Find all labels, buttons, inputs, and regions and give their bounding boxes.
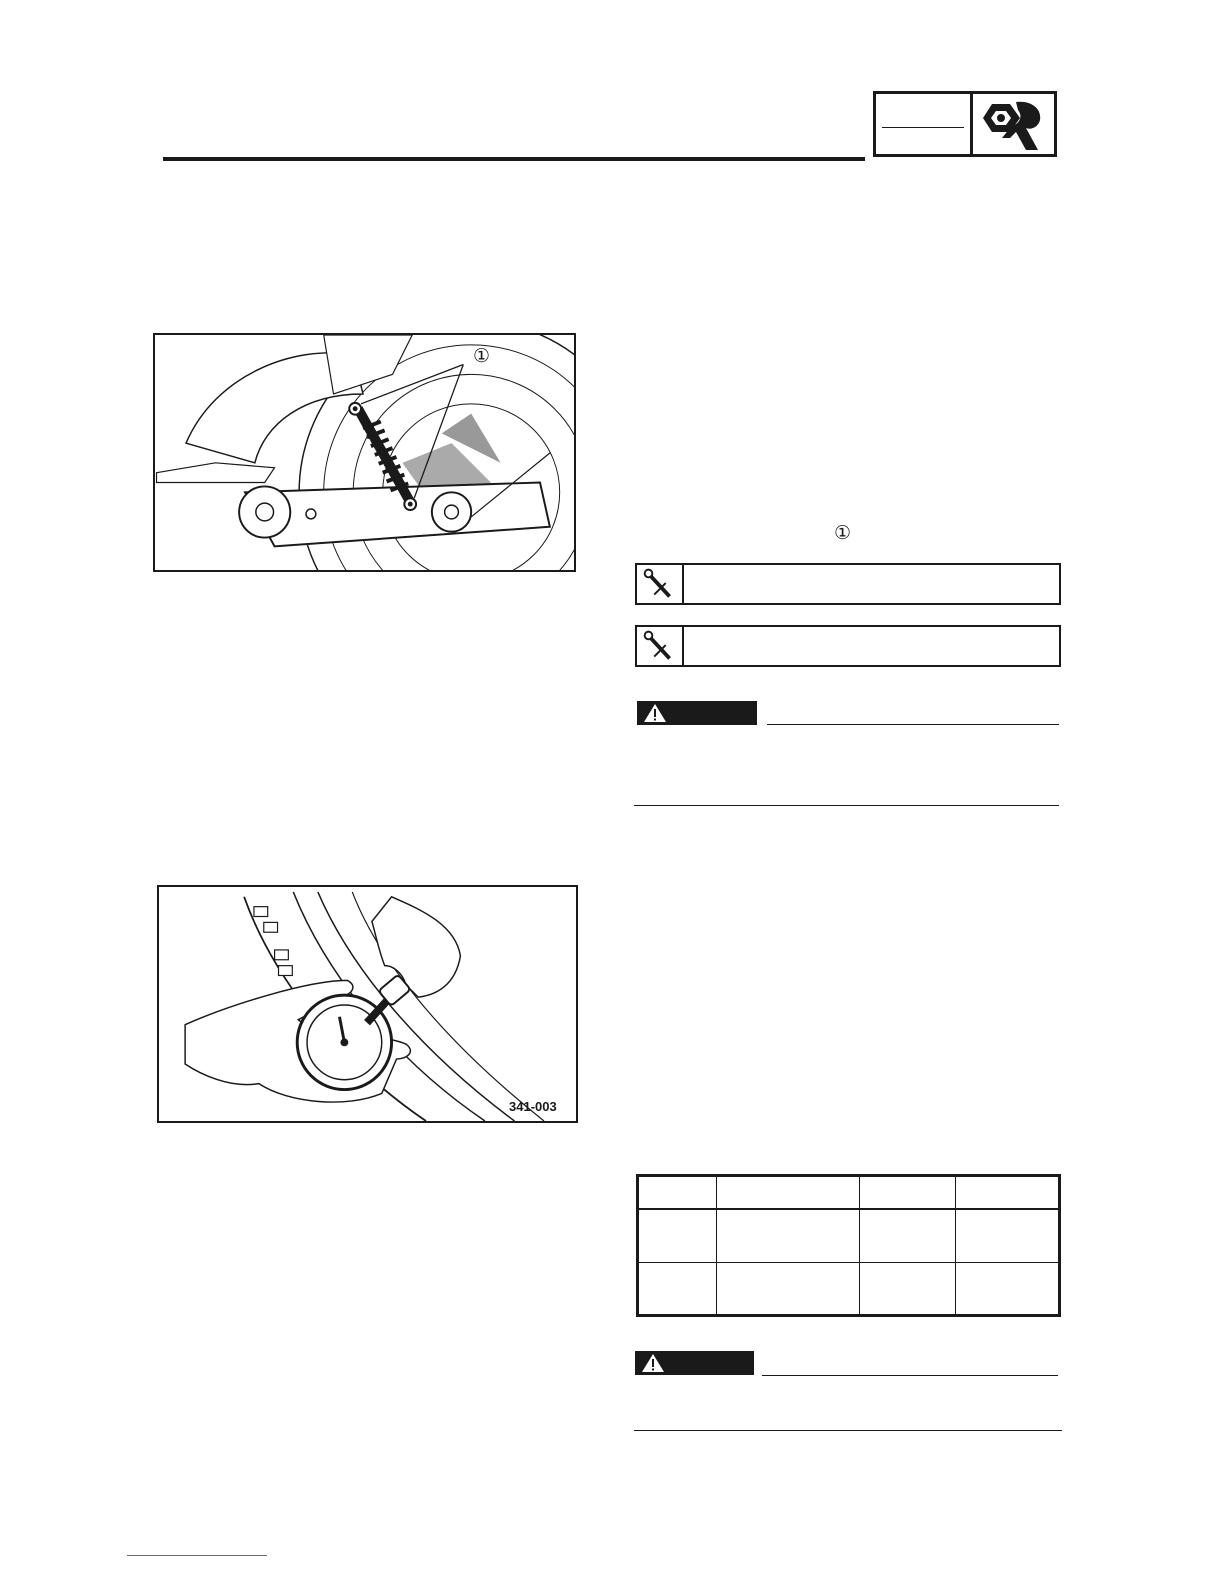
footer-link-underline[interactable] — [127, 1555, 267, 1556]
wrench-nut-icon — [980, 98, 1050, 154]
chapter-badge-divider — [970, 94, 973, 154]
table-cell — [955, 1209, 1058, 1262]
table-cell — [859, 1209, 955, 1262]
warning-badge-2 — [635, 1351, 754, 1375]
torque-spec-box-2 — [635, 625, 1061, 667]
table-header-cell — [955, 1177, 1058, 1209]
warning-triangle-icon — [643, 703, 667, 723]
table-cell — [639, 1262, 716, 1314]
warning-2-bottom-rule — [634, 1430, 1062, 1431]
warning-1-bottom-rule — [634, 805, 1059, 806]
rear-shock-figure — [153, 333, 576, 572]
table-cell — [716, 1209, 859, 1262]
torque-wrench-icon — [637, 627, 684, 665]
warning-triangle-icon — [641, 1353, 665, 1373]
header-rule — [163, 157, 865, 161]
warning-badge-1 — [637, 701, 757, 725]
table-cell — [639, 1209, 716, 1262]
warning-2-top-rule — [762, 1375, 1058, 1376]
torque-spec-box-1 — [635, 563, 1061, 605]
text-callout-1: ① — [834, 522, 852, 544]
chapter-badge — [873, 91, 1057, 157]
table-header-cell — [639, 1177, 716, 1209]
table-cell — [859, 1262, 955, 1314]
torque-wrench-icon — [637, 565, 684, 603]
rear-shock-illustration — [155, 335, 574, 570]
tire-gauge-figure — [157, 885, 578, 1123]
figure-callout-1: ① — [473, 345, 491, 367]
table-cell — [955, 1262, 1058, 1314]
chapter-label-line — [882, 127, 964, 128]
table-header-cell — [859, 1177, 955, 1209]
table-header-row — [639, 1177, 1058, 1209]
tire-gauge-illustration — [159, 887, 576, 1121]
table-row — [639, 1209, 1058, 1262]
table-cell — [716, 1262, 859, 1314]
tire-pressure-table — [636, 1174, 1061, 1317]
table-header-cell — [716, 1177, 859, 1209]
table-row — [639, 1262, 1058, 1314]
warning-1-top-rule — [767, 724, 1059, 725]
figure-code: 341-003 — [509, 1099, 557, 1114]
